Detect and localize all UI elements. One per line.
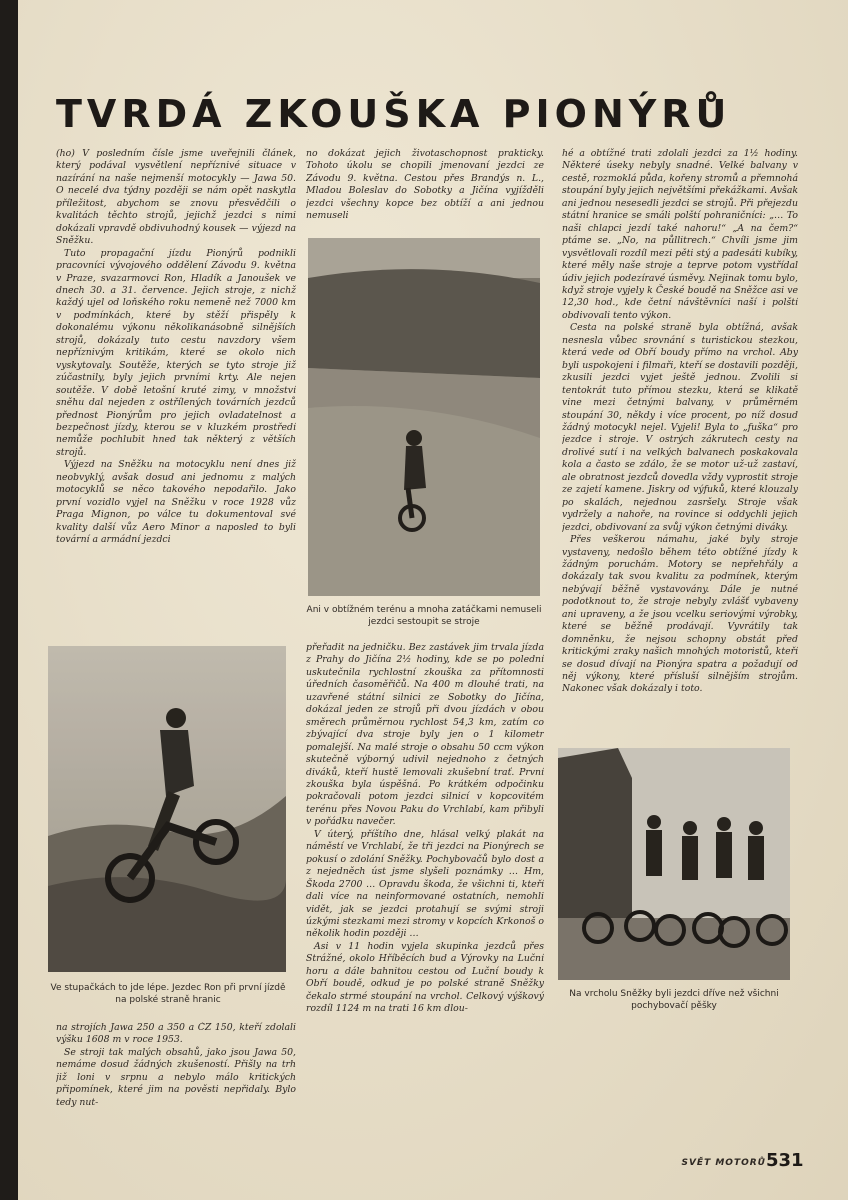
paragraph: Tuto propagační jízdu Pionýrů podnikli pracovníci vývojového oddělení Závodu 9. května v Praze, svazarmovci Ron, Hladík a Janoušek ve dnech 30. a 31. července. Jejich stroje, z nichž každý ujel od loňského roku nemeně než 7000 km v podmínkách, které by stěží přispěly k dokonalému výkonu několikanásobně silnějších strojů, dokázaly tuto cestu navzdory všem nepříznivým kritikám, které se okolo nich vyskytovaly. Soutěže, kterých se tyto stroje již zúčastnily, byly jejich prvními krty. Ale nejen soutěže. V době letošní kruté zimy, v množství sněhu dal nejeden z ostřílených továrních jezdců přednost Pionýrům pro jejich ovladatelnost a bezpečnost jízdy, kterou se v kluzkém prostředí nemůže pochlubit hned tak některý z větších strojů.: [56, 247, 296, 458]
paragraph: na strojích Jawa 250 a 350 a ČZ 150, kteří zdolali výšku 1608 m v roce 1953.: [56, 1022, 296, 1046]
photo-rider-on-slope: [48, 646, 286, 972]
column-right-top: [562, 148, 798, 738]
photo-rough-terrain: [308, 238, 540, 596]
paragraph: Cesta na polské straně byla obtížná, avšak nesnesla vůbec srovnání s turistickou stezkou, která vede od Obří boudy přímo na vrchol. Aby byli uspokojeni i filmaři, kteří se dostavili později, zkusili jezdci vyjet ještě jednou. Zvolili si tentokrát tuto přímou stezku, která se klikatě vine mezi četnými balvany, v průměrném stoupání 30, někdy i více procent, po níž dosud žádný motocykl nejel. Vyjeli! Byla to „fuška“ pro jezdce i stroje. V ostrých zákrutech cesty na drolivé sutí i na velkých balvanech poskakovala kola a často se zdálo, že se motor už-už zastaví, ale obratnost jezdců dovedla vždy vyprostit stroje ze zajetí kamene. Jiskry od výfuků, které klouzaly po skalách, nejednou zasršely. Stroje však vydržely a nahoře, na rovince si oddychli jejich jezdci, obdivovaní za svůj výkon četnými diváky.: [562, 322, 798, 533]
magazine-name: SVĚT MOTORŮ: [681, 1158, 766, 1168]
column-middle-top: [306, 148, 544, 228]
rider-photo-graphic: [48, 646, 286, 972]
caption-middle-photo: Ani v obtížném terénu a mnoha zatáčkami nemuseli jezdci sestoupit se stroje: [306, 605, 542, 627]
paragraph: Výjezd na Sněžku na motocyklu není dnes již neobvyklý, avšak dosud ani jednomu z malých motocyklů se něco takového nepodařilo. Jako první vozidlo vyjel na Sněžku v roce 1928 vůz Praga Mignon, po válce tu dokumentoval své kvality další vůz Aero Minor a naposled to byli tovární a armádní jezdci: [56, 459, 296, 546]
article-title: TVRDÁ ZKOUŠKA PIONÝRŮ: [56, 92, 732, 136]
caption-left-photo: Ve stupačkách to jde lépe. Jezdec Ron při první jízdě na polské straně hranic: [50, 983, 286, 1005]
paragraph: Asi v 11 hodin vyjela skupinka jezdců přes Strážné, okolo Hříběcích bud a Výrovky na Luční horu a dále bahnitou cestou od Luční boudy k Obří boudě, odkud je po polské straně Sněžky čekalo strmé stoupání na vrchol. Celkový výškový rozdíl 1124 m na trati 16 km dlou-: [306, 940, 544, 1015]
photo-riders-summit: [558, 748, 790, 980]
column-left-top: [56, 148, 296, 638]
terrain-photo-graphic: [308, 238, 540, 596]
column-middle-bottom: [306, 642, 544, 1142]
paragraph: V úterý, příštího dne, hlásal velký plakát na náměstí ve Vrchlabí, že tři jezdci na Pionýrech se pokusí o zdolání Sněžky. Pochybovačů bylo dost a z nejedněch úst jsme slyšeli poznámky … Hm, Škoda 2700 … Opravdu škoda, že všichni ti, kteří dali více na neinformované ostatních, nemohli vidět, jak se jezdci protahují se svými stroji úzkými stezkami mezi stromy v kopcích Krkonoš o několik hodin později …: [306, 828, 544, 940]
column-left-bottom: [56, 1022, 296, 1142]
paragraph: (ho) V posledním čísle jsme uveřejnili článek, který podával vysvětlení nepříznivé situace v nazírání na naše nejmenší motocykly — Jawa 50. O necelé dva týdny později se nám opět naskytla příležitost, abychom se znovu přesvědčili o kvalitách těchto strojů, jejichž jezdci s nimi dokázali vpravdě obdivuhodný kousek — výjezd na Sněžku.: [56, 148, 296, 247]
paragraph: no dokázat jejich životaschopnost prakticky. Tohoto úkolu se chopili jmenovaní jezdci ze Závodu 9. května. Cestou přes Brandýs n. L., Mladou Boleslav do Sobotky a Jičína vyjížděli jezdci všechny kopce bez obtíží a ani jednou nemuseli: [306, 148, 544, 222]
paragraph: přeřadit na jedničku. Bez zastávek jim trvala jízda z Prahy do Jičína 2½ hodiny, kde se po polední uskutečnila rychlostní zkouška za přítomnosti úředních časoměřičů. Na 400 m dlouhé trati, na uzavřené státní silnici ze Sobotky do Jičína, dokázal jeden ze strojů při dvou jízdách v obou směrech průměrnou rychlost 54,3 km, zatím co zbývající dva stroje byly jen o 1 kilometr pomalejší. Na malé stroje o obsahu 50 ccm výkon skutečně výborný udivil nejednoho z četných diváků, kteří hustě lemovali zkušební trať. První zkouška byla úspěšná. Po krátkém odpočinku pokračovali potom jezdci silnicí v kopcovitém terénu přes Novou Paku do Vrchlabí, kam přibyli v pořádku navečer.: [306, 642, 544, 828]
paragraph: Přes veškerou námahu, jaké byly stroje vystaveny, nedošlo během této obtížné jízdy k žádným poruchám. Motory se nepřehřály a dokázaly tak svou kvalitu za podmínek, kterým nebývají běžně vystavovány. Dále je nutné podotknout to, že stroje nebyly zvlášť vybaveny ani upraveny, a že jsou vcelku seriovými výrobky, které se běžně prodávají. Vyvrátily tak domněnku, že nejsou schopny obstát před kritickými zraky našich mnohých motoristů, kteří se dosud dívají na Pionýra spatra a požadují od něj výkony, které přísluší silnějším strojům. Nakonec však dokázaly i toto.: [562, 534, 798, 695]
page-binding-edge: [0, 0, 18, 1200]
page-number: 531: [766, 1150, 804, 1171]
paragraph: hé a obtížné trati zdolali jezdci za 1½ hodiny. Některé úseky nebyly snadné. Velké balvany v cestě, rozmoklá půda, kořeny stromů a přemnohá stoupání byly jejich největšími překážkami. Avšak ani jednou nesesedli jezdci se strojů. Při přejezdu státní hranice se smáli polští pohraničníci: „… To naši chlapci jezdí také nahoru!“ „A na čem?“ ptáme se. „No, na půllitrech.“ Chvíli jsme jim vysvětlovali rozdíl mezi pěti stý a padesáti kubíky, které měly naše stroje a teprve potom vystřídal údiv jejich podezíravé úsměvy. Nejinak tomu bylo, když stroje vyjely k České boudě na Sněžce asi ve 12,30 hod., kde četní návštěvníci naší i polští obdivovali tento výkon.: [562, 148, 798, 321]
caption-right-photo: Na vrcholu Sněžky byli jezdci dříve než všichni pochybovačí pěšky: [569, 989, 779, 1011]
paragraph: Se stroji tak malých obsahů, jako jsou Jawa 50, nemáme dosud žádných zkušeností. Přišly na trh již loni v srpnu a nebylo málo kritických připomínek, které jim na pověsti nepřidaly. Bylo tedy nut-: [56, 1046, 296, 1108]
summit-photo-graphic: [558, 748, 790, 980]
